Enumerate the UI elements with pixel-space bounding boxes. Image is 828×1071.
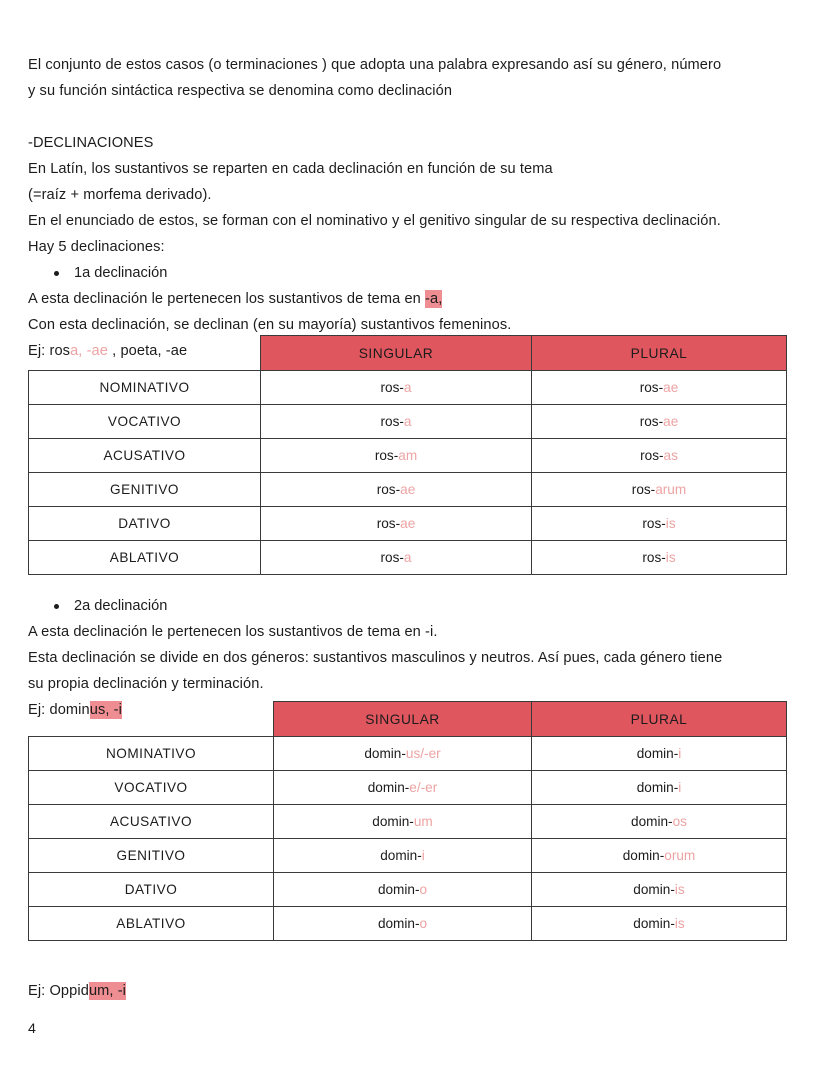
table-1-header-singular: SINGULAR xyxy=(261,336,532,371)
bullet-item-2a-declinacion xyxy=(28,593,788,619)
bullet-label-1a: 1a declinación xyxy=(74,265,168,281)
stem: domin- xyxy=(367,780,410,795)
stem: domin- xyxy=(380,848,422,863)
table-1-case-0: NOMINATIVO xyxy=(29,371,261,405)
ending: a xyxy=(403,414,412,429)
decl1-line-2: Con esta declinación, se declinan (en su mayoría) sustantivos femeninos. xyxy=(28,317,512,333)
ending: os xyxy=(672,814,687,829)
decl1-theme-highlight: -a, xyxy=(425,291,443,307)
table-row xyxy=(29,737,787,771)
stem: domin- xyxy=(636,746,679,761)
ending: as xyxy=(663,448,678,463)
stem: ros- xyxy=(376,516,401,531)
stem: ros- xyxy=(376,482,401,497)
page-number: 4 xyxy=(28,1021,36,1038)
ending: ae xyxy=(663,380,679,395)
table-1-header-row xyxy=(29,336,787,371)
body-line-3: En el enunciado de estos, se forman con el nominativo y el genitivo singular de su respectiva declinación. xyxy=(28,213,721,229)
footer-example-prefix: Ej: Oppid xyxy=(28,983,89,999)
stem: domin- xyxy=(633,916,675,931)
stem: domin- xyxy=(636,780,679,795)
table-2-body xyxy=(29,737,787,941)
footer-example xyxy=(28,978,126,1004)
table-row xyxy=(29,839,787,873)
table-row xyxy=(29,507,787,541)
decl1-example-ending: a, -ae xyxy=(70,343,108,359)
stem: ros- xyxy=(380,380,404,395)
stem: domin- xyxy=(631,814,673,829)
ending: am xyxy=(398,448,418,463)
ending: is xyxy=(665,550,676,565)
ending: ae xyxy=(663,414,679,429)
table-1-singular-4 xyxy=(261,507,532,541)
stem: ros- xyxy=(380,550,404,565)
stem: ros- xyxy=(380,414,404,429)
table-2-plural-2 xyxy=(532,805,787,839)
table-1-case-5: ABLATIVO xyxy=(29,541,261,575)
table-2-case-5: ABLATIVO xyxy=(29,907,274,941)
table-1-plural-1 xyxy=(532,405,787,439)
footer-example-highlight: um, -i xyxy=(88,983,127,999)
table-2-case-1: VOCATIVO xyxy=(29,771,274,805)
decl2-example-prefix: Ej: domin xyxy=(28,702,90,718)
ending: e/-er xyxy=(409,780,438,795)
table-1-case-2: ACUSATIVO xyxy=(29,439,261,473)
table-row xyxy=(29,907,787,941)
table-1-case-3: GENITIVO xyxy=(29,473,261,507)
stem: domin- xyxy=(377,882,420,897)
table-row xyxy=(29,473,787,507)
table-1-header-plural: PLURAL xyxy=(532,336,787,371)
table-row xyxy=(29,805,787,839)
ending: ae xyxy=(400,516,416,531)
ending: ae xyxy=(400,482,416,497)
bullet-item-1a-declinacion xyxy=(28,260,788,286)
table-1-plural-2 xyxy=(532,439,787,473)
table-1-plural-5 xyxy=(532,541,787,575)
table-row xyxy=(29,541,787,575)
stem: domin- xyxy=(364,746,406,761)
body-line-1: En Latín, los sustantivos se reparten en cada declinación en función de su tema xyxy=(28,161,553,177)
intro-line-2: y su función sintáctica respectiva se denomina como declinación xyxy=(28,83,453,99)
table-2-case-3: GENITIVO xyxy=(29,839,274,873)
ending: a xyxy=(403,380,412,395)
decl2-line-3: su propia declinación y terminación. xyxy=(28,676,264,692)
table-1-plural-3 xyxy=(532,473,787,507)
table-1-header-blank xyxy=(29,336,261,371)
table-1-singular-0 xyxy=(261,371,532,405)
table-2-singular-0 xyxy=(274,737,532,771)
table-row xyxy=(29,371,787,405)
table-1-body xyxy=(29,371,787,575)
table-2-singular-1 xyxy=(274,771,532,805)
section-heading-declinaciones: -DECLINACIONES xyxy=(28,135,154,151)
table-2-singular-2 xyxy=(274,805,532,839)
document-body-text xyxy=(28,52,788,364)
table-2-singular-4 xyxy=(274,873,532,907)
table-2-plural-0 xyxy=(532,737,787,771)
table-1-singular-5 xyxy=(261,541,532,575)
table-2-singular-3 xyxy=(274,839,532,873)
decl2-example-highlight: us, -i xyxy=(89,702,122,718)
ending: i xyxy=(678,780,682,795)
bullet-dot-icon xyxy=(54,271,59,276)
ending: i xyxy=(421,848,425,863)
declension-table-1 xyxy=(28,335,787,575)
ending: o xyxy=(419,882,428,897)
stem: domin- xyxy=(633,882,675,897)
ending: arum xyxy=(655,482,687,497)
stem: ros- xyxy=(642,550,666,565)
intro-line-1: El conjunto de estos casos (o terminaciones ) que adopta una palabra expresando así su género, número xyxy=(28,57,722,73)
footer-block xyxy=(28,978,126,1054)
decl1-example-suffix: , poeta, -ae xyxy=(107,343,188,359)
table-2-plural-3 xyxy=(532,839,787,873)
table-1-case-1: VOCATIVO xyxy=(29,405,261,439)
table-1-singular-2 xyxy=(261,439,532,473)
stem: ros- xyxy=(640,448,664,463)
stem: ros- xyxy=(639,414,664,429)
table-2-case-4: DATIVO xyxy=(29,873,274,907)
table-1-case-4: DATIVO xyxy=(29,507,261,541)
table-2-case-2: ACUSATIVO xyxy=(29,805,274,839)
ending: us/-er xyxy=(405,746,441,761)
decl1-example-prefix: Ej: ros xyxy=(28,343,71,359)
table-2-plural-1 xyxy=(532,771,787,805)
ending: a xyxy=(403,550,412,565)
stem: domin- xyxy=(622,848,665,863)
bullet-label-2a: 2a declinación xyxy=(74,598,168,614)
ending: is xyxy=(665,516,676,531)
decl2-line-1: A esta declinación le pertenecen los sustantivos de tema en -i. xyxy=(28,624,438,640)
ending: orum xyxy=(664,848,696,863)
decl1-line-1 xyxy=(28,286,788,312)
table-2-plural-5 xyxy=(532,907,787,941)
table-1-singular-3 xyxy=(261,473,532,507)
decl1-line-1-prefix: A esta declinación le pertenecen los sustantivos de tema en xyxy=(28,291,426,307)
table-2-header-blank xyxy=(29,702,274,737)
table-2-plural-4 xyxy=(532,873,787,907)
body-line-2: (=raíz + morfema derivado). xyxy=(28,187,212,203)
table-2-case-0: NOMINATIVO xyxy=(29,737,274,771)
ending: um xyxy=(413,814,433,829)
body-line-4: Hay 5 declinaciones: xyxy=(28,239,165,255)
table-row xyxy=(29,439,787,473)
table-row xyxy=(29,405,787,439)
table-1-plural-4 xyxy=(532,507,787,541)
stem: ros- xyxy=(639,380,664,395)
table-row xyxy=(29,873,787,907)
table-1-singular-1 xyxy=(261,405,532,439)
stem: domin- xyxy=(372,814,414,829)
ending: i xyxy=(678,746,682,761)
table-2-header-plural: PLURAL xyxy=(532,702,787,737)
stem: ros- xyxy=(642,516,666,531)
stem: domin- xyxy=(377,916,420,931)
ending: is xyxy=(674,916,685,931)
ending: is xyxy=(674,882,685,897)
table-1-plural-0 xyxy=(532,371,787,405)
paragraph-gap xyxy=(28,104,788,130)
stem: ros- xyxy=(631,482,656,497)
decl2-line-2: Esta declinación se divide en dos géneros: sustantivos masculinos y neutros. Así pues, cada género tiene xyxy=(28,650,723,666)
table-2-header-row xyxy=(29,702,787,737)
ending: o xyxy=(419,916,428,931)
table-row xyxy=(29,771,787,805)
declension-table-2 xyxy=(28,701,787,941)
stem: ros- xyxy=(374,448,399,463)
bullet-dot-icon xyxy=(54,604,59,609)
table-2-singular-5 xyxy=(274,907,532,941)
table-2-header-singular: SINGULAR xyxy=(274,702,532,737)
